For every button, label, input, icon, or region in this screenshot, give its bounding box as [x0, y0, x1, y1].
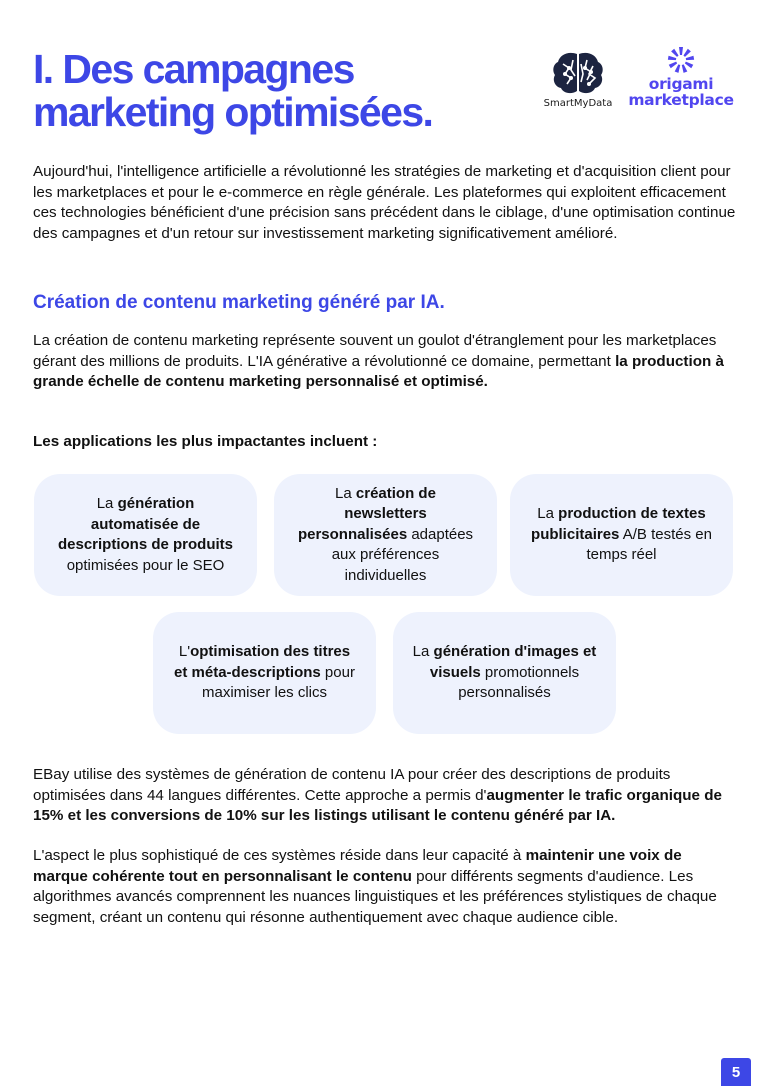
application-card-text [292, 484, 479, 587]
card-post: A/B testés en temps réel [586, 525, 712, 564]
page-title-line2: marketing optimisées. [33, 89, 433, 135]
card-pre: La [537, 505, 559, 523]
application-card [510, 474, 733, 596]
application-card [34, 474, 257, 596]
card-bold: optimisation des titres et méta-descriptions [174, 643, 351, 681]
application-card-text [171, 642, 358, 704]
card-post: adaptées aux préférences individuelles [331, 525, 474, 584]
content-paragraph-3 [33, 846, 738, 928]
page-title-line1: I. Des campagnes [33, 46, 354, 92]
card-post: optimisées pour le SEO [66, 556, 225, 574]
application-card-text [528, 504, 715, 566]
content-paragraph-1-bold: la production à grande échelle de contenu marketing personnalisé et optimisé. [33, 352, 724, 390]
origami-star-icon [666, 46, 696, 74]
card-pre: La [412, 643, 434, 661]
content-paragraph-3-post: pour différents segments d'audience. Les algorithmes avancés comprennent les nuances linguistiques et les préférences stylistiques de chaque segment, créant un contenu qui résonne authentiquement avec chaque audience cible. [33, 867, 717, 926]
smartmydata-logo-text: SmartMyData [543, 98, 613, 109]
section-heading: Création de contenu marketing généré par IA. [33, 292, 445, 313]
card-post: promotionnels personnalisés [458, 663, 580, 702]
origami-marketplace-logo [625, 46, 737, 108]
content-paragraph-1 [33, 331, 738, 393]
card-bold: création de newsletters personnalisées [297, 484, 436, 543]
intro-paragraph: Aujourd'hui, l'intelligence artificielle a révolutionné les stratégies de marketing et d'acquisition client pour les marketplaces et pour le e-commerce en règle générale. Les plateformes qui exploitent efficacement ces technologies bénéficient d'une précision sans précédent dans le ciblage, d'une optimisation continue des campagnes et d'un retour sur investissement marketing significativement amélioré. [33, 163, 736, 242]
card-pre: La [335, 484, 356, 502]
application-card-text [52, 494, 239, 576]
content-paragraph-3-bold: maintenir une voix de marque cohérente tout en personnalisant le contenu [33, 847, 682, 885]
origami-logo-line2: marketplace [628, 91, 734, 109]
applications-heading: Les applications les plus impactantes incluent : [33, 433, 378, 450]
content-paragraph-2-bold: augmenter le trafic organique de 15% et les conversions de 10% sur les listings utilisant le contenu généré par IA. [33, 786, 722, 824]
card-pre: L' [178, 643, 191, 661]
page-title [33, 48, 503, 134]
application-card [274, 474, 497, 596]
application-card-text [411, 642, 598, 704]
card-bold: génération d'images et visuels [429, 643, 597, 681]
content-paragraph-2-text: EBay utilise des systèmes de génération de contenu IA pour créer des descriptions de produits optimisées dans 44 langues différentes. Cette approche a permis d' [33, 766, 671, 804]
application-card [153, 612, 376, 734]
brain-icon [551, 50, 605, 96]
card-bold: génération automatisée de descriptions de produits [57, 495, 234, 553]
application-card [393, 612, 616, 734]
card-pre: La [96, 495, 118, 512]
content-paragraph-2 [33, 765, 738, 827]
smartmydata-logo [536, 50, 620, 112]
card-bold: production de textes publicitaires [531, 505, 706, 543]
page-number: 5 [721, 1058, 751, 1086]
content-paragraph-1-text: La création de contenu marketing représente souvent un goulot d'étranglement pour les marketplaces gérant des millions de produits. L'IA générative a révolutionné ce domaine, permettant [33, 332, 717, 370]
content-paragraph-3-pre: L'aspect le plus sophistiqué de ces systèmes réside dans leur capacité à [33, 847, 526, 864]
card-post: pour maximiser les clics [201, 663, 355, 702]
origami-logo-line1: origami [648, 75, 714, 93]
